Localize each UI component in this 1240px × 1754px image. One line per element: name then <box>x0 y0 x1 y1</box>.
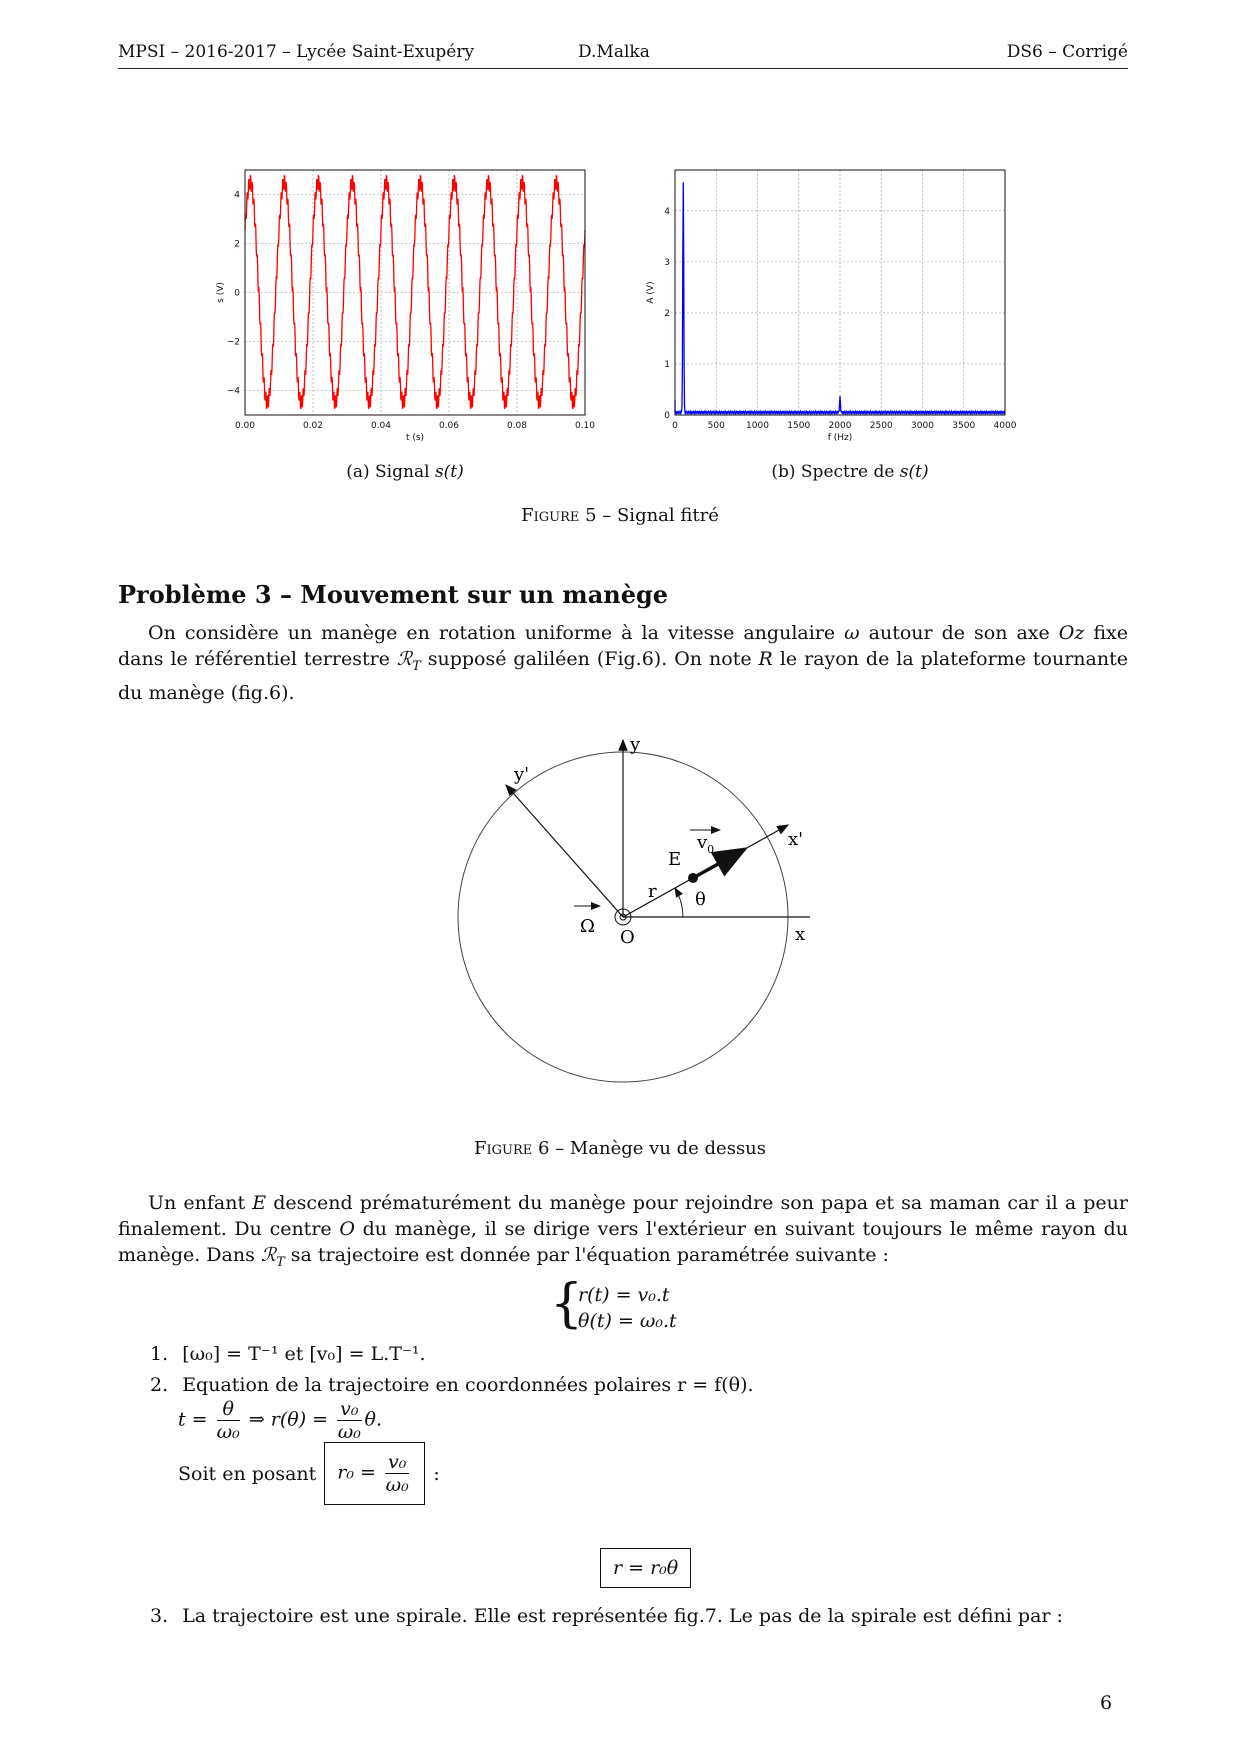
subcaption-b: (b) Spectre de s(t) <box>771 462 929 482</box>
figure5-caption: Figure 5 – Signal fitré <box>521 505 719 526</box>
child-point <box>688 873 698 883</box>
yprime-axis <box>506 785 623 917</box>
y-tick-label: 4 <box>234 190 240 201</box>
label-y: y <box>630 734 641 755</box>
header-center: D.Malka <box>578 42 650 62</box>
signal-chart <box>200 160 600 460</box>
y-tick-label: 0 <box>234 288 240 299</box>
x-tick-label: 0 <box>672 421 678 431</box>
figure6-caption: Figure 6 – Manège vu de dessus <box>473 1138 767 1159</box>
definition-r0: Soit en posant r₀ = $\frac{\text{v₀}}{\text{ω₀}}$ : <box>178 1442 440 1505</box>
x-axis-label: f (Hz) <box>827 433 853 443</box>
y-tick-label: 2 <box>664 308 670 319</box>
x-tick-label: 1500 <box>787 421 811 431</box>
item-1: 1. [ω₀] = T⁻¹ et [v₀] = L.T⁻¹. <box>150 1343 426 1365</box>
result-box: r = r₀θ <box>600 1548 691 1588</box>
y-tick-label: 2 <box>234 239 240 250</box>
label-r: r <box>648 881 657 902</box>
x-tick-label: 0.02 <box>302 421 324 431</box>
x-tick-label: 0.00 <box>234 421 256 431</box>
x-tick-label: 0.04 <box>370 421 392 431</box>
label-v0: $v_0$ <box>697 832 715 856</box>
running-header <box>118 40 1128 69</box>
parametric-system: { r(t) = v₀.t θ(t) = ω₀.t <box>550 1274 677 1334</box>
velocity-vector <box>693 849 745 878</box>
y-tick-label: 0 <box>664 411 670 421</box>
page-number: 6 <box>1100 1692 1113 1714</box>
x-axis-label: t (s) <box>405 433 425 443</box>
item-3: 3. La trajectoire est une spirale. Elle est représentée fig.7. Le pas de la spirale est défini par : <box>150 1605 1063 1627</box>
header-right: DS6 – Corrigé <box>1006 42 1128 62</box>
y-tick-label: 4 <box>664 206 670 217</box>
x-tick-label: 2000 <box>828 421 852 431</box>
spectrum-chart <box>640 160 1020 460</box>
y-tick-label: −2 <box>226 337 240 348</box>
x-tick-label: 500 <box>707 421 725 431</box>
label-theta: θ <box>695 889 706 910</box>
problem-title: Problème 3 – Mouvement sur un manège <box>118 580 669 609</box>
x-tick-label: 1000 <box>746 421 769 431</box>
y-axis-label: s (V) <box>216 282 226 303</box>
label-yprime: y' <box>514 764 530 785</box>
label-o: O <box>620 927 635 948</box>
theta-arc <box>675 888 683 917</box>
y-tick-label: 1 <box>664 359 670 370</box>
x-tick-label: 0.10 <box>574 421 596 431</box>
label-e: E <box>668 849 682 870</box>
y-tick-label: −4 <box>226 386 240 397</box>
equation-t: t = $\frac{\theta}{\text{ω₀}}$ ⇒ r(θ) = $\frac{\text{v₀}}{\text{ω₀}}$ θ. <box>178 1398 382 1443</box>
x-tick-label: 3500 <box>952 421 976 431</box>
r0-box: r₀ = $\frac{\text{v₀}}{\text{ω₀}}$ <box>324 1442 425 1505</box>
item-2: 2. Equation de la trajectoire en coordonnées polaires r = f(θ). <box>150 1374 754 1396</box>
x-tick-label: 3000 <box>911 421 934 431</box>
x-tick-label: 4000 <box>993 421 1017 431</box>
y-tick-label: 3 <box>664 257 670 268</box>
intro-paragraph: On considère un manège en rotation uniforme à la vitesse angulaire ω autour de son axe Oz fixe dans le référentiel terrestre ℛ$_T$ supposé galiléen (Fig.6). On note R le rayon de la plateforme tournante du manège (fig.6). <box>118 622 1128 704</box>
x-tick-label: 2500 <box>869 421 893 431</box>
y-axis-label: A (V) <box>646 281 656 304</box>
label-omega: Ω <box>580 916 595 937</box>
x-tick-label: 0.08 <box>506 421 528 431</box>
x-tick-label: 0.06 <box>438 421 460 431</box>
body-paragraph: Un enfant E descend prématurément du manège pour rejoindre son papa et sa maman car il a peur finalement. Du centre O du manège, il se dirige vers l'extérieur en suivant toujours le même rayon du manège. Dans ℛ$_T$ sa trajectoire est donnée par l'équation paramétrée suivante : <box>118 1192 1128 1270</box>
carousel-diagram <box>440 730 840 1110</box>
subcaption-a: (a) Signal s(t) <box>346 462 464 482</box>
label-x: x <box>795 924 806 945</box>
header-left: MPSI – 2016-2017 – Lycée Saint-Exupéry <box>118 42 475 62</box>
label-xprime: x' <box>788 829 804 850</box>
